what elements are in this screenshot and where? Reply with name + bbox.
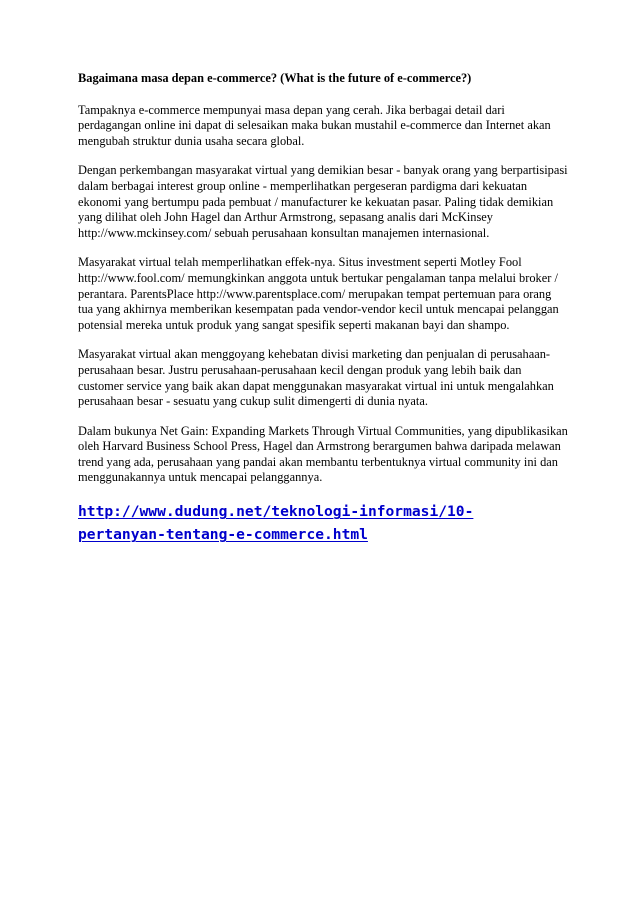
- document-title: Bagaimana masa depan e-commerce? (What is the future of e-commerce?): [78, 71, 472, 85]
- source-link-line-2: pertanyan-tentang-e-commerce.html: [78, 526, 368, 544]
- paragraph-net-gain: Dalam bukunya Net Gain: Expanding Markets Through Virtual Communities, yang dipublikasikan oleh Harvard Business School Press, Hagel dan Armstrong berargumen bahwa daripada melawan trend yang ada, perusahaan yang pandai akan membantu terbentuknya virtual community ini dan menggunakannya untuk mencapai pelanggannya.: [78, 423, 568, 485]
- paragraph-virtual-community: Dengan perkembangan masyarakat virtual yang demikian besar - banyak orang yang berpartisipasi dalam berbagai interest group online - memperlihatkan pergeseran pardigma dari kekuatan ekonomi yang bertumpu pada pembuat / manufacturer ke kekuatan pasar. Paling tidak demikian yang dilihat oleh John Hagel dan Arthur Armstrong, sepasang analis dari McKinsey http://www.mckinsey.com/ sebuah perusahaan konsultan manajemen internasional.: [78, 163, 568, 240]
- source-link-line-1: http://www.dudung.net/teknologi-informasi/10-: [78, 503, 474, 521]
- paragraph-intro: Tampaknya e-commerce mempunyai masa depan yang cerah. Jika berbagai detail dari perdagangan online ini dapat di selesaikan maka bukan mustahil e-commerce dan Internet akan mengubah struktur dunia usaha secara global.: [78, 102, 551, 148]
- source-link[interactable]: [78, 500, 568, 546]
- document-page: [78, 71, 568, 546]
- paragraph-effects: Masyarakat virtual telah memperlihatkan effek-nya. Situs investment seperti Motley Fool http://www.fool.com/ memungkinkan anggota untuk bertukar pengalaman tanpa melalui broker / perantara. ParentsPlace http://www.parentsplace.com/ merupakan tempat pertemuan para orang tua yang akhirnya memberikan kesempatan pada vendor-vendor kecil untuk mencapai pelanggan potensial mereka untuk produk yang sangat spesifik seperti makanan bayi dan shampo.: [78, 255, 559, 332]
- paragraph-marketing: Masyarakat virtual akan menggoyang kehebatan divisi marketing dan penjualan di perusahaan-perusahaan besar. Justru perusahaan-perusahaan kecil dengan produk yang lebih baik dan customer service yang baik akan dapat menggunakan masyarakat virtual ini untuk mengalahkan perusahaan besar - sesuatu yang cukup sulit dimengerti di dunia nyata.: [78, 347, 554, 409]
